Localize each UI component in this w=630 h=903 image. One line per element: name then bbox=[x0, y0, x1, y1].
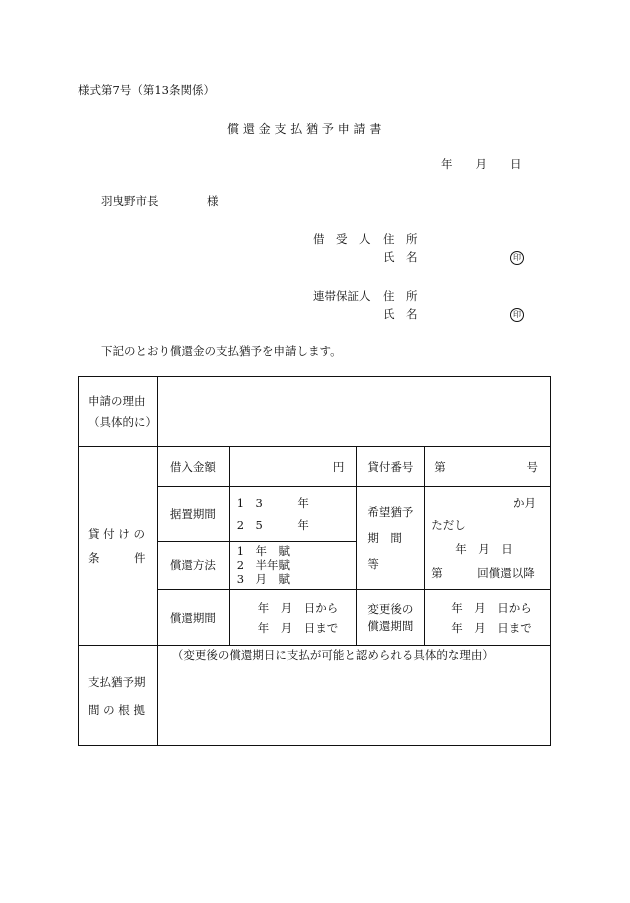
grace-option[interactable]: 1 3 年 bbox=[236, 495, 309, 510]
grace-option[interactable]: 2 5 年 bbox=[236, 517, 309, 532]
from-repayment-label: 回償還以降 bbox=[477, 566, 535, 580]
addressee: 羽曳野市長 bbox=[101, 194, 159, 208]
conditions-label-sub: 条 件 bbox=[88, 551, 146, 565]
guarantor-name-label: 氏 名 bbox=[383, 307, 418, 321]
period-to: 年 月 日まで bbox=[257, 620, 339, 635]
changed-label-cell bbox=[357, 590, 425, 646]
form-number: 様式第7号（第13条関係） bbox=[78, 83, 215, 97]
changed-period-to: 年 月 日まで bbox=[451, 620, 532, 635]
reason-input[interactable] bbox=[157, 377, 550, 447]
basis-label: 支払猶予期 bbox=[88, 674, 146, 689]
reason-label-cell bbox=[79, 377, 158, 447]
loan-number-label: 貸付番号 bbox=[357, 447, 425, 487]
loan-number-prefix: 第 bbox=[434, 459, 446, 474]
guarantor-role: 連帯保証人 bbox=[313, 289, 371, 303]
months-label: か月 bbox=[513, 496, 536, 510]
desired-label-cell bbox=[357, 487, 425, 590]
desired-label-sub: 期 間 等 bbox=[367, 531, 414, 571]
dai-label: 第 bbox=[431, 566, 443, 580]
guarantor-address-label: 住 所 bbox=[383, 289, 418, 303]
loan-number-input[interactable] bbox=[425, 447, 551, 487]
grace-options[interactable] bbox=[229, 487, 357, 542]
method-options[interactable] bbox=[229, 541, 357, 589]
borrower-role: 借 受 人 bbox=[313, 232, 371, 246]
seal-icon: 印 bbox=[510, 308, 524, 322]
yen-unit: 円 bbox=[332, 459, 345, 474]
period-input[interactable] bbox=[229, 590, 357, 646]
period-label: 償還期間 bbox=[157, 590, 229, 646]
guarantor-seal bbox=[510, 306, 524, 322]
period-from: 年 月 日から bbox=[257, 600, 339, 615]
basis-input[interactable] bbox=[157, 646, 550, 746]
date-field[interactable]: 年 月 日 bbox=[441, 157, 522, 171]
reason-label-sub: （具体的に） bbox=[88, 414, 157, 429]
method-option[interactable]: 1 年 賦 bbox=[236, 544, 291, 559]
tadashi-label: ただし bbox=[431, 518, 466, 532]
borrower-name-label: 氏 名 bbox=[383, 250, 418, 264]
desired-date: 年 月 日 bbox=[455, 542, 513, 556]
method-label: 償還方法 bbox=[157, 541, 229, 589]
page-title: 償 還 金 支 払 猶 予 申 請 書 bbox=[227, 122, 382, 136]
changed-label: 変更後の bbox=[367, 601, 414, 616]
application-table bbox=[78, 376, 551, 746]
desired-input[interactable] bbox=[425, 487, 551, 590]
borrower-seal bbox=[510, 249, 524, 265]
borrower-address-label: 住 所 bbox=[383, 232, 418, 246]
loan-number-suffix: 号 bbox=[526, 459, 538, 474]
conditions-label: 貸 付 け の bbox=[88, 527, 145, 541]
changed-period-input[interactable] bbox=[425, 590, 551, 646]
method-option[interactable]: 2 半年賦 bbox=[236, 558, 291, 573]
intro-text: 下記のとおり償還金の支払猶予を申請します。 bbox=[101, 344, 342, 358]
changed-label-sub: 償還期間 bbox=[367, 618, 414, 633]
basis-label-cell bbox=[79, 646, 158, 746]
addressee-suffix: 様 bbox=[207, 194, 219, 208]
seal-icon: 印 bbox=[510, 251, 524, 265]
conditions-label-cell bbox=[79, 447, 158, 646]
basis-note: （変更後の償還期日に支払が可能と認められる具体的な理由） bbox=[171, 648, 494, 662]
reason-label: 申請の理由 bbox=[88, 393, 146, 408]
loan-amount-input[interactable] bbox=[229, 447, 357, 487]
method-option[interactable]: 3 月 賦 bbox=[236, 572, 291, 587]
grace-label: 据置期間 bbox=[157, 487, 229, 542]
desired-label: 希望猶予 bbox=[367, 505, 414, 519]
basis-label-sub: 間 の 根 拠 bbox=[88, 702, 145, 717]
changed-period-from: 年 月 日から bbox=[451, 600, 532, 615]
loan-amount-label: 借入金額 bbox=[157, 447, 229, 487]
